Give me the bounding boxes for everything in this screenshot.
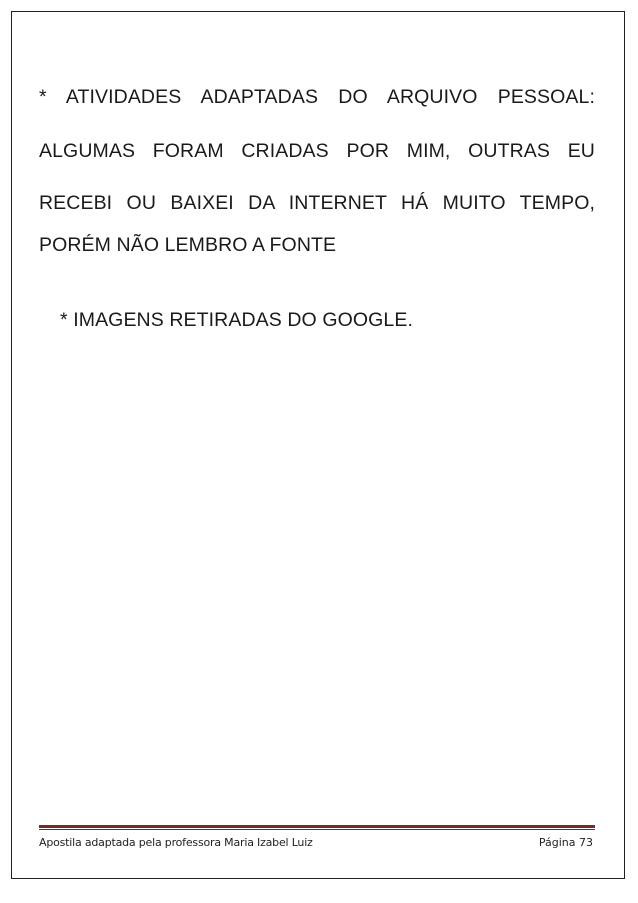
text-line-algumas-foram-criadas: ALGUMAS FORAM CRIADAS POR MIM, OUTRAS EU (39, 140, 595, 162)
footer-divider (39, 825, 595, 828)
footer-author-text: Apostila adaptada pela professora Maria Izabel Luiz (39, 836, 313, 849)
text-line-imagens-retiradas: * IMAGENS RETIRADAS DO GOOGLE. (60, 309, 413, 331)
footer-page-number: Página 73 (538, 836, 593, 849)
text-line-porem-nao-lembro: PORÉM NÃO LEMBRO A FONTE (39, 234, 337, 256)
text-line-recebi-ou-baixei: RECEBI OU BAIXEI DA INTERNET HÁ MUITO TEMPO, (39, 192, 595, 214)
text-line-atividades-adaptadas: * ATIVIDADES ADAPTADAS DO ARQUIVO PESSOAL: (39, 86, 595, 108)
footer-divider-thin (39, 829, 595, 830)
